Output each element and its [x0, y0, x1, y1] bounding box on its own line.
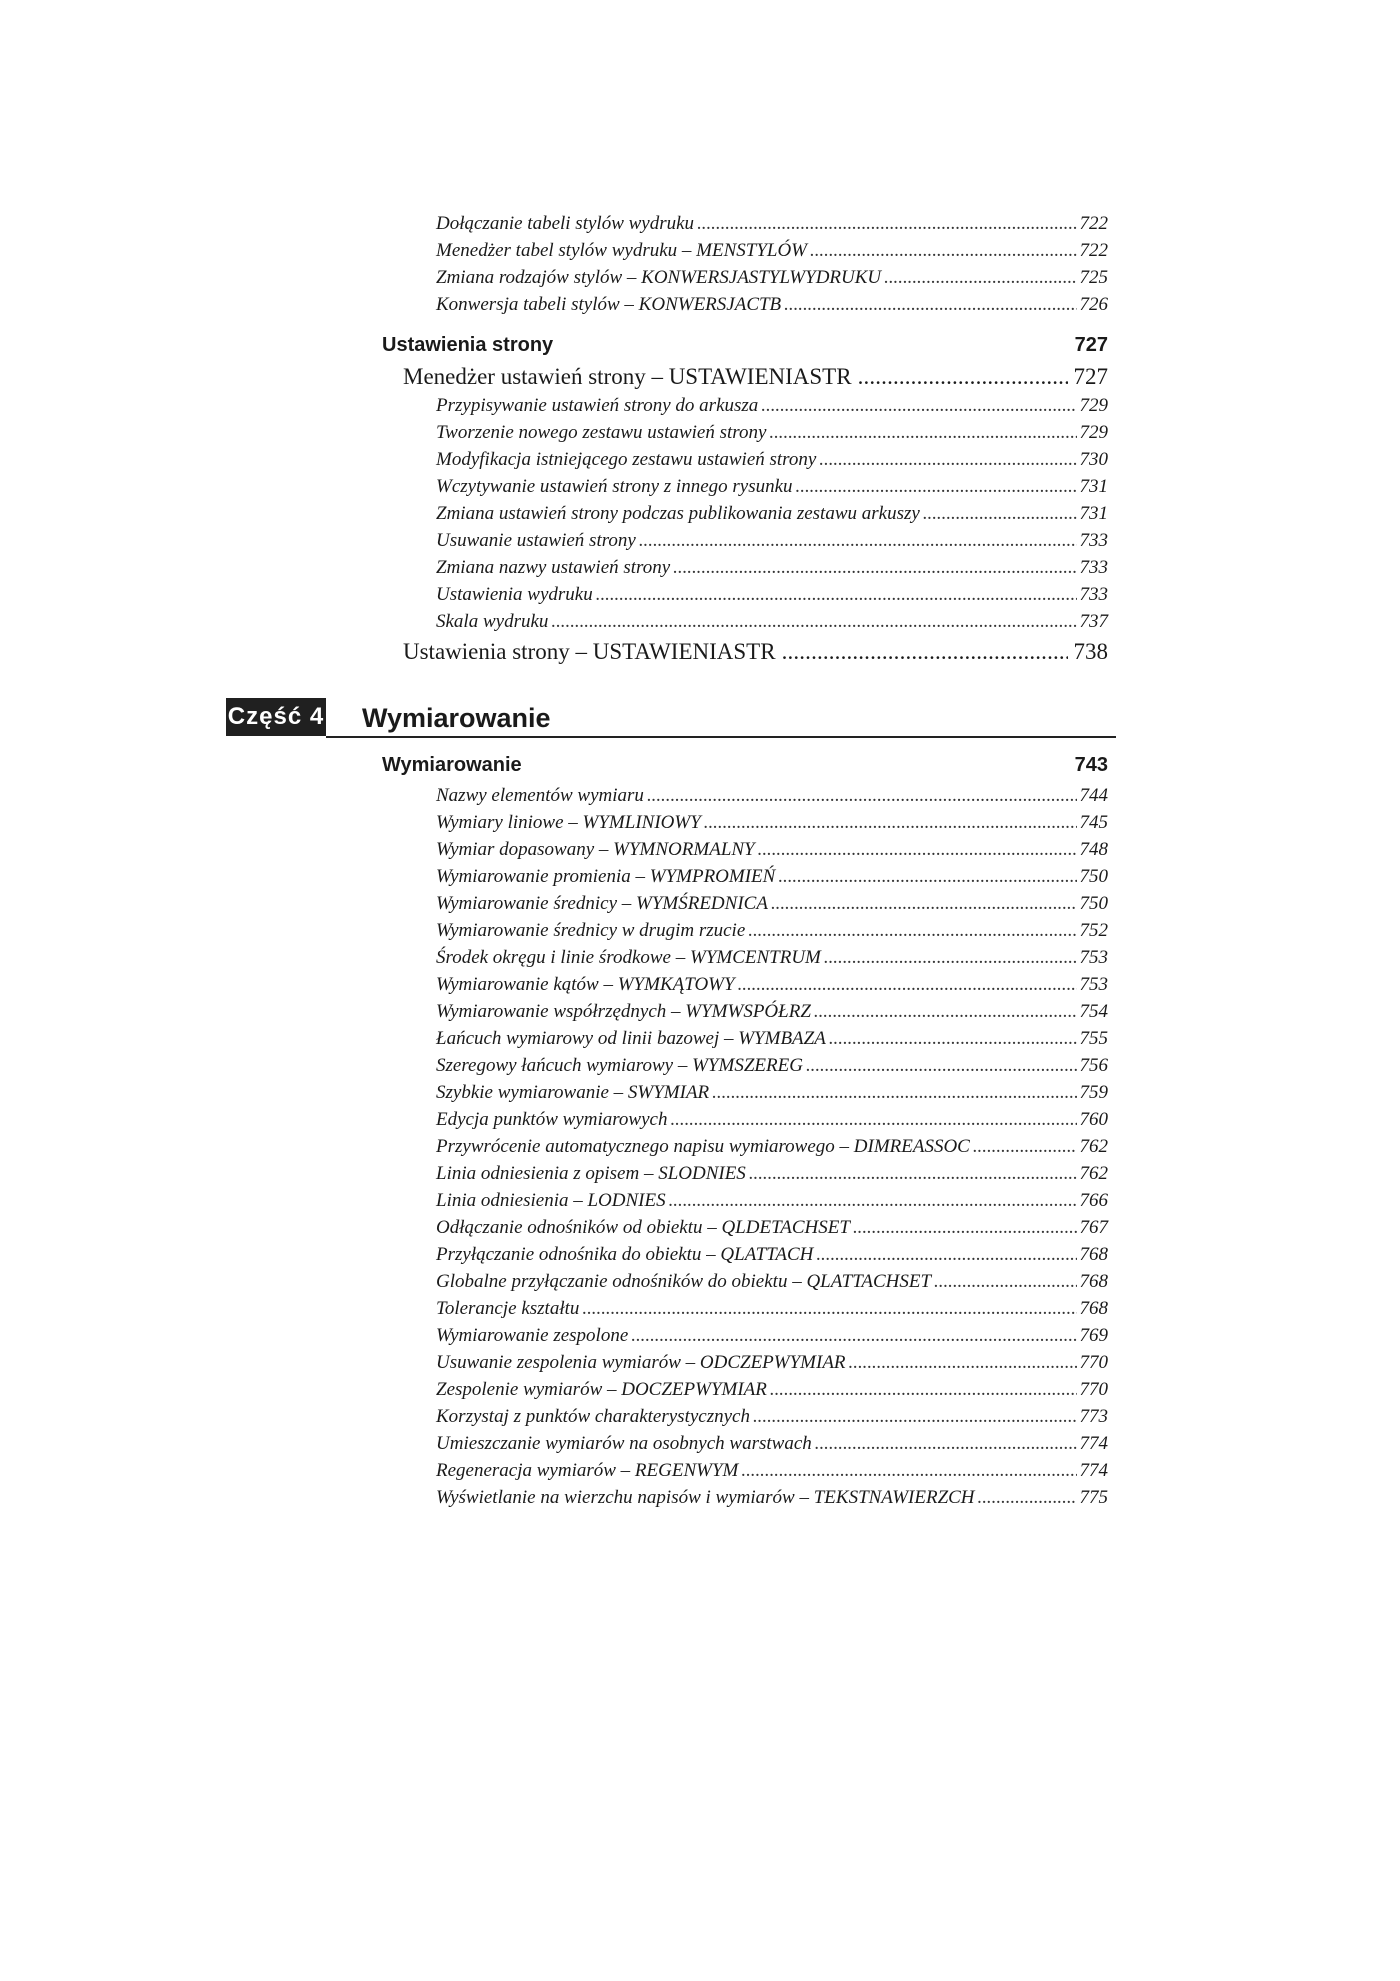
toc-entry-title: Łańcuch wymiarowy od linii bazowej – WYMBAZA [436, 1028, 826, 1049]
toc-entry-title: Korzystaj z punktów charakterystycznych [436, 1406, 750, 1427]
toc-entry [436, 1025, 1108, 1053]
toc-entry-title: Wymiarowanie kątów – WYMKĄTOWY [436, 974, 735, 995]
toc-entry-page: 733 [1079, 584, 1108, 605]
toc-entry [436, 1160, 1108, 1188]
toc-entry [436, 1187, 1108, 1215]
toc-entry-page: 775 [1079, 1487, 1108, 1508]
toc-entry-title: Skala wydruku [436, 611, 549, 632]
toc-entry-page: 750 [1079, 866, 1108, 887]
toc-entry [436, 392, 1108, 420]
toc-entry [436, 210, 1108, 238]
toc-entry-title: Globalne przyłączanie odnośników do obiektu – QLATTACHSET [436, 1271, 932, 1292]
toc-entry-title: Ustawienia strony – USTAWIENIASTR [403, 639, 776, 664]
part-title: Wymiarowanie [362, 703, 551, 733]
toc-entry-title: Wczytywanie ustawień strony z innego rysunku [436, 476, 793, 497]
toc-entry-title: Szeregowy łańcuch wymiarowy – WYMSZEREG [436, 1055, 803, 1076]
toc-entry-title: Szybkie wymiarowanie – SWYMIAR [436, 1082, 710, 1103]
dot-leader [853, 1214, 1077, 1242]
dot-leader [738, 971, 1077, 999]
toc-entry-page: 722 [1079, 213, 1108, 234]
toc-entry-page: 744 [1079, 785, 1108, 806]
dot-leader [551, 608, 1076, 636]
toc-entry-title: Środek okręgu i linie środkowe – WYMCENTRUM [436, 947, 821, 968]
toc-entry [436, 1295, 1108, 1323]
toc-entry-title: Nazwy elementów wymiaru [436, 785, 644, 806]
toc-entry-title: Odłączanie odnośników od obiektu – QLDETACHSET [436, 1217, 850, 1238]
section-heading [382, 750, 1108, 780]
toc-entry-title: Wymiar dopasowany – WYMNORMALNY [436, 839, 755, 860]
toc-entry-page: 730 [1079, 449, 1108, 470]
section-title: Wymiarowanie [382, 754, 522, 776]
toc-entry-page: 727 [1073, 364, 1108, 389]
dot-leader [753, 1403, 1077, 1431]
toc-entry-title: Wyświetlanie na wierzchu napisów i wymiarów – TEKSTNAWIERZCH [436, 1487, 975, 1508]
toc-entry [436, 1322, 1108, 1350]
dot-leader [631, 1322, 1076, 1350]
toc-entry-title: Usuwanie zespolenia wymiarów – ODCZEPWYMIAR [436, 1352, 846, 1373]
section-heading [382, 330, 1108, 360]
dot-leader [923, 500, 1077, 528]
dot-leader [670, 1106, 1076, 1134]
toc-entry-title: Wymiary liniowe – WYMLINIOWY [436, 812, 701, 833]
toc-entry-page: 768 [1079, 1271, 1108, 1292]
toc-entry [436, 1214, 1108, 1242]
dot-leader [810, 237, 1076, 265]
part-divider [326, 736, 1116, 738]
toc-entry-page: 737 [1079, 611, 1108, 632]
toc-entry-title: Linia odniesienia z opisem – SLODNIES [436, 1163, 746, 1184]
toc-entry [436, 1268, 1108, 1296]
toc-entry-page: 745 [1079, 812, 1108, 833]
section-page: 727 [1074, 334, 1108, 356]
dot-leader [770, 1376, 1077, 1404]
dot-leader [819, 446, 1076, 474]
dot-leader [815, 1430, 1077, 1458]
toc-entry [436, 890, 1108, 918]
toc-entry-title: Dołączanie tabeli stylów wydruku [436, 213, 695, 234]
toc-entry-title: Przywrócenie automatycznego napisu wymiarowego – DIMREASSOC [436, 1136, 970, 1157]
section-title: Ustawienia strony [382, 334, 554, 356]
toc-entry-page: 731 [1079, 476, 1108, 497]
toc-entry [436, 473, 1108, 501]
toc-entry-page: 753 [1079, 974, 1108, 995]
dot-leader [796, 473, 1077, 501]
toc-entry [436, 500, 1108, 528]
toc-entry [436, 237, 1108, 265]
toc-entry-page: 754 [1079, 1001, 1108, 1022]
toc-entry-page: 729 [1079, 422, 1108, 443]
toc-entry-page: 770 [1079, 1352, 1108, 1373]
dot-leader [741, 1457, 1076, 1485]
toc-entry [436, 581, 1108, 609]
toc-entry [436, 1133, 1108, 1161]
toc-entry-title: Linia odniesienia – LODNIES [436, 1190, 666, 1211]
toc-entry-page: 755 [1079, 1028, 1108, 1049]
toc-entry-title: Edycja punktów wymiarowych [436, 1109, 668, 1130]
toc-entry-title: Przypisywanie ustawień strony do arkusza [436, 395, 759, 416]
toc-entry [436, 971, 1108, 999]
toc-entry-page: 726 [1079, 294, 1108, 315]
part-label: Część 4 [226, 698, 326, 736]
toc-entry [436, 1079, 1108, 1107]
toc-entry [436, 782, 1108, 810]
toc-entry-title: Wymiarowanie średnicy w drugim rzucie [436, 920, 746, 941]
toc-entry-page: 774 [1079, 1433, 1108, 1454]
dot-leader [758, 836, 1077, 864]
toc-entry [436, 264, 1108, 292]
dot-leader [669, 1187, 1077, 1215]
toc-entry [436, 554, 1108, 582]
toc-entry [436, 809, 1108, 837]
toc-entry-title: Modyfikacja istniejącego zestawu ustawień strony [436, 449, 817, 470]
toc-entry [436, 1349, 1108, 1377]
toc-entry-page: 753 [1079, 947, 1108, 968]
toc-main-entry [403, 637, 1108, 667]
toc-entry-title: Umieszczanie wymiarów na osobnych warstwach [436, 1433, 812, 1454]
dot-leader [849, 1349, 1077, 1377]
toc-entry [436, 863, 1108, 891]
dot-leader [784, 291, 1076, 319]
toc-entry-page: 767 [1079, 1217, 1108, 1238]
dot-leader [582, 1295, 1076, 1323]
toc-entry [436, 836, 1108, 864]
dot-leader [934, 1268, 1076, 1296]
toc-entry-page: 729 [1079, 395, 1108, 416]
dot-leader [829, 1025, 1077, 1053]
toc-main-entry [403, 362, 1108, 392]
toc-entry-title: Regeneracja wymiarów – REGENWYM [436, 1460, 739, 1481]
toc-entry [436, 1052, 1108, 1080]
dot-leader [778, 863, 1076, 891]
toc-entry [436, 446, 1108, 474]
toc-entry-title: Menedżer ustawień strony – USTAWIENIASTR [403, 364, 852, 389]
toc-entry-page: 760 [1079, 1109, 1108, 1130]
dot-leader [806, 1052, 1077, 1080]
dot-leader [824, 944, 1077, 972]
toc-entry [436, 1403, 1108, 1431]
toc-entry [436, 944, 1108, 972]
toc-entry-title: Menedżer tabel stylów wydruku – MENSTYLÓW [436, 240, 808, 261]
dot-leader [596, 581, 1077, 609]
toc-entry [436, 998, 1108, 1026]
dot-leader [973, 1133, 1077, 1161]
toc-entry-title: Usuwanie ustawień strony [436, 530, 636, 551]
dot-leader [782, 637, 1068, 667]
dot-leader [761, 392, 1076, 420]
toc-entry [436, 1241, 1108, 1269]
toc-entry [436, 1106, 1108, 1134]
dot-leader [673, 554, 1076, 582]
toc-entry-page: 762 [1079, 1163, 1108, 1184]
toc-entry-page: 738 [1073, 639, 1108, 664]
toc-entry-page: 759 [1079, 1082, 1108, 1103]
dot-leader [816, 1241, 1076, 1269]
toc-entry [436, 1430, 1108, 1458]
toc-entry-title: Wymiarowanie współrzędnych – WYMWSPÓŁRZ [436, 1001, 811, 1022]
toc-entry-page: 750 [1079, 893, 1108, 914]
toc-entry-title: Tworzenie nowego zestawu ustawień strony [436, 422, 767, 443]
toc-entry [436, 1484, 1108, 1512]
toc-entry-page: 769 [1079, 1325, 1108, 1346]
toc-entry-title: Wymiarowanie zespolone [436, 1325, 629, 1346]
toc-entry-page: 756 [1079, 1055, 1108, 1076]
toc-entry-page: 770 [1079, 1379, 1108, 1400]
dot-leader [748, 917, 1076, 945]
dot-leader [814, 998, 1077, 1026]
toc-entry-page: 748 [1079, 839, 1108, 860]
dot-leader [769, 419, 1076, 447]
toc-entry-page: 768 [1079, 1244, 1108, 1265]
toc-entry-page: 725 [1079, 267, 1108, 288]
dot-leader [771, 890, 1077, 918]
dot-leader [704, 809, 1077, 837]
toc-entry-title: Zespolenie wymiarów – DOCZEPWYMIAR [436, 1379, 767, 1400]
toc-entry-page: 762 [1079, 1136, 1108, 1157]
toc-entry [436, 1457, 1108, 1485]
toc-entry-title: Tolerancje kształtu [436, 1298, 580, 1319]
dot-leader [712, 1079, 1076, 1107]
dot-leader [884, 264, 1076, 292]
dot-leader [749, 1160, 1077, 1188]
toc-entry-page: 731 [1079, 503, 1108, 524]
toc-entry-page: 733 [1079, 557, 1108, 578]
toc-entry-title: Przyłączanie odnośnika do obiektu – QLATTACH [436, 1244, 814, 1265]
toc-entry-page: 773 [1079, 1406, 1108, 1427]
dot-leader [639, 527, 1077, 555]
toc-entry [436, 419, 1108, 447]
dot-leader [978, 1484, 1077, 1512]
toc-entry-page: 768 [1079, 1298, 1108, 1319]
toc-entry-title: Ustawienia wydruku [436, 584, 593, 605]
toc-entry [436, 917, 1108, 945]
toc-entry-title: Zmiana nazwy ustawień strony [436, 557, 671, 578]
toc-entry-page: 733 [1079, 530, 1108, 551]
toc-entry-page: 752 [1079, 920, 1108, 941]
toc-entry-title: Wymiarowanie promienia – WYMPROMIEŃ [436, 866, 776, 887]
toc-entry-title: Zmiana rodzajów stylów – KONWERSJASTYLWYDRUKU [436, 267, 882, 288]
toc-entry-title: Wymiarowanie średnicy – WYMŚREDNICA [436, 893, 768, 914]
toc-entry-page: 722 [1079, 240, 1108, 261]
toc-entry [436, 608, 1108, 636]
toc-entry-page: 766 [1079, 1190, 1108, 1211]
toc-entry [436, 1376, 1108, 1404]
dot-leader [697, 210, 1076, 238]
dot-leader [647, 782, 1077, 810]
dot-leader [858, 362, 1068, 392]
toc-entry-title: Konwersja tabeli stylów – KONWERSJACTB [436, 294, 782, 315]
toc-entry [436, 291, 1108, 319]
toc-entry [436, 527, 1108, 555]
section-page: 743 [1074, 754, 1108, 776]
toc-entry-title: Zmiana ustawień strony podczas publikowania zestawu arkuszy [436, 503, 920, 524]
toc-entry-page: 774 [1079, 1460, 1108, 1481]
